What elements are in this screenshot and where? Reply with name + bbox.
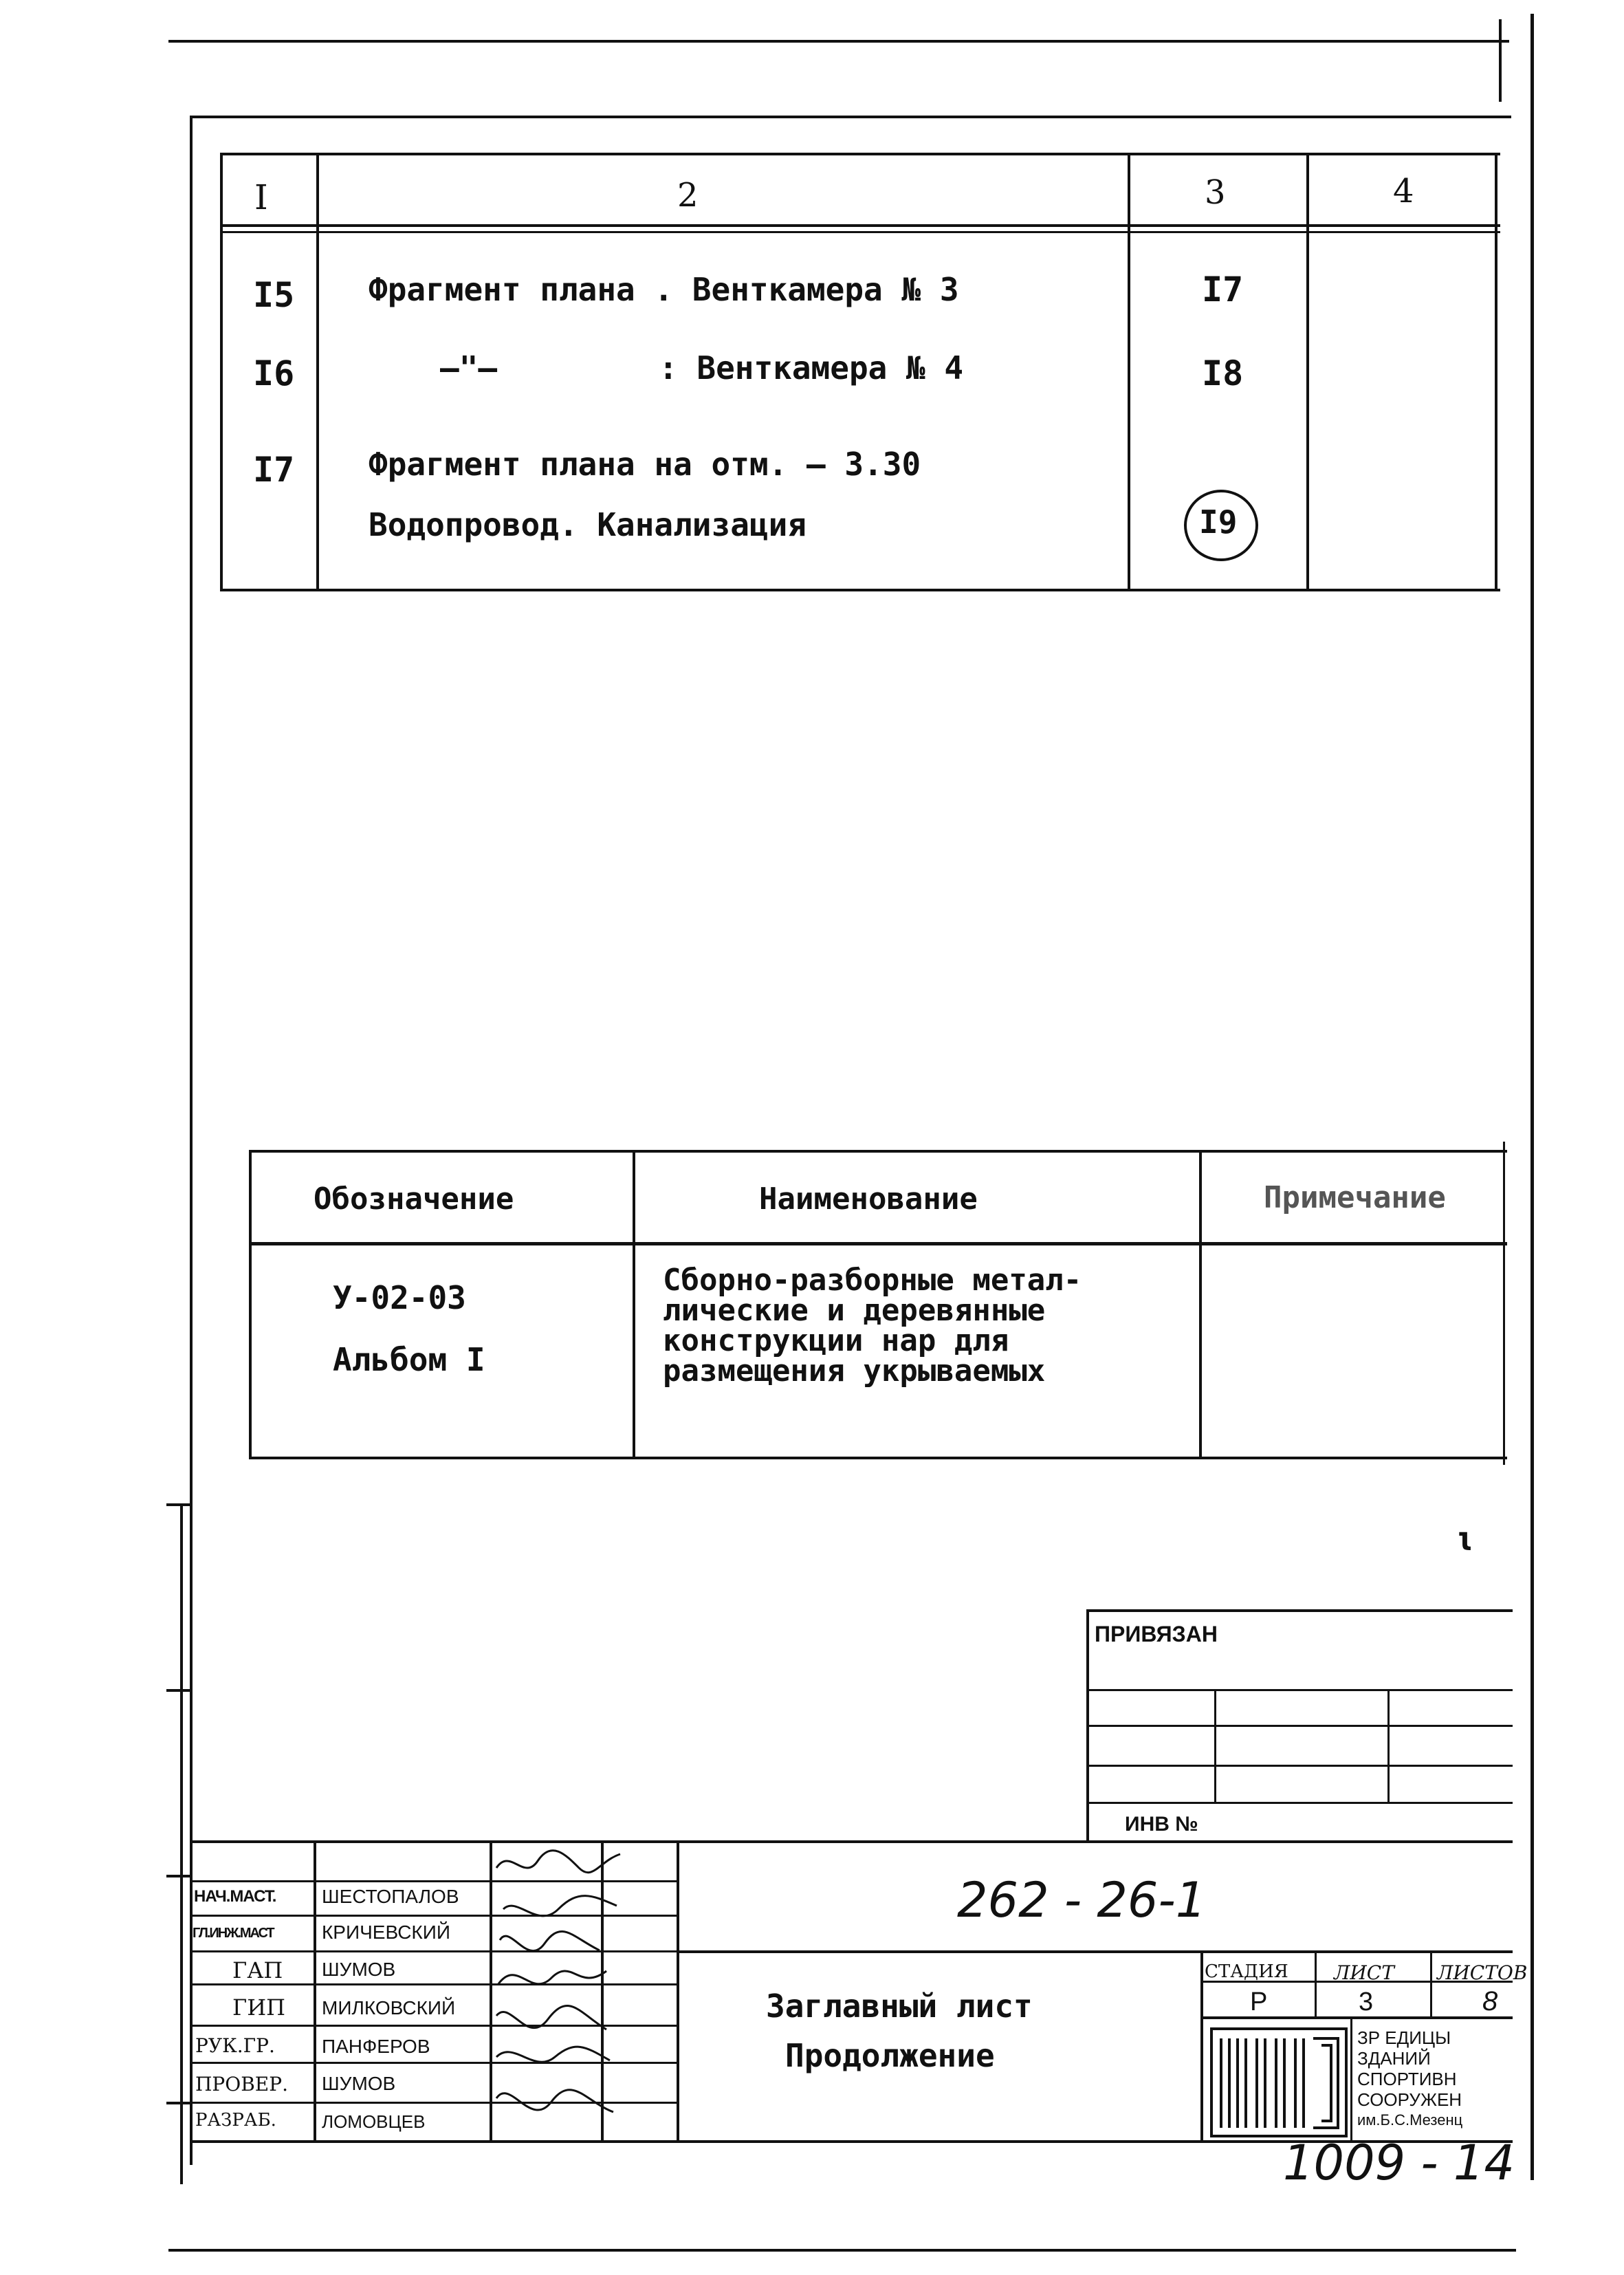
signatures — [490, 1840, 627, 2143]
col-header-2: 2 — [677, 176, 699, 215]
binding-row-1 — [1086, 1689, 1513, 1691]
row-sheet-ref: I8 — [1202, 353, 1244, 393]
margin-mark-3 — [166, 1875, 190, 1877]
archive-number: 1009 - 14 — [1283, 2135, 1515, 2191]
row-name: Фрагмент плана на отм. – 3.30 — [369, 446, 921, 483]
staff-name: ШУМОВ — [322, 1959, 396, 1980]
row-number: I5 — [253, 275, 295, 315]
staff-name: КРИЧЕВСКИЙ — [322, 1922, 450, 1943]
tb-sheet-rule — [1200, 2016, 1513, 2019]
row-name: : Венткамера № 4 — [659, 349, 964, 387]
margin-bracket — [180, 1503, 183, 2184]
sheet-value: 3 — [1359, 1988, 1374, 2016]
ref-code: У-02-03 — [333, 1279, 466, 1316]
row-sheet-ref: I9 — [1199, 503, 1238, 541]
col-header-3: 3 — [1205, 173, 1226, 212]
frame-top-right-stub — [1499, 19, 1502, 102]
frame-left-line — [190, 116, 193, 2165]
ref-header-code: Обозначение — [314, 1182, 514, 1217]
ref-album: Альбом I — [333, 1341, 485, 1378]
document-code: 262 - 26-1 — [957, 1872, 1207, 1928]
margin-mark-2 — [166, 1689, 190, 1692]
tb-top — [191, 1840, 1513, 1843]
stage-label: СТАДИЯ — [1205, 1961, 1288, 1982]
ref-header-name: Наименование — [759, 1182, 978, 1217]
tb-col-d — [677, 1840, 679, 2143]
ref-name-line: Сборно-разборные метал- — [663, 1263, 1082, 1298]
staff-name: МИЛКОВСКИЙ — [322, 1997, 456, 2018]
staff-role: РАЗРАБ. — [195, 2110, 276, 2131]
row-number: I6 — [253, 353, 295, 393]
frame-right-line — [1530, 14, 1534, 2180]
ref-header-note: Примечание — [1264, 1180, 1446, 1215]
sheets-label: ЛИСТОВ — [1437, 1961, 1528, 1984]
ref-table-top — [249, 1150, 1507, 1153]
org-name-line: СООРУЖЕН — [1357, 2089, 1462, 2110]
stray-mark: ι — [1455, 1520, 1475, 1558]
staff-name: ШЕСТОПАЛОВ — [322, 1886, 459, 1907]
staff-role: НАЧ.МАСТ. — [194, 1887, 276, 1906]
table-col-line-0 — [220, 153, 223, 591]
ref-name-line: размещения укрываемых — [663, 1353, 1046, 1389]
org-name-line: им.Б.С.Мезенц — [1357, 2111, 1463, 2129]
tb-col-g — [1430, 1950, 1432, 2019]
staff-name: ЛОМОВЦЕВ — [322, 2111, 426, 2132]
table-col-line-2 — [1128, 153, 1130, 591]
table-col-line-1 — [316, 153, 319, 591]
staff-role: ГЛ.ИНЖ.МАСТ — [193, 1926, 274, 1941]
staff-role: РУК.ГР. — [195, 2034, 275, 2057]
col-header-4: 4 — [1393, 172, 1414, 210]
row-name-line2: Водопровод. Канализация — [369, 506, 806, 543]
binding-col-2 — [1387, 1689, 1390, 1803]
organization-logo — [1207, 2025, 1352, 2142]
ref-col-line-2 — [1199, 1150, 1202, 1459]
ref-col-line-0 — [249, 1150, 252, 1459]
binding-title: ПРИВЯЗАН — [1095, 1622, 1218, 1646]
row-sheet-ref: I7 — [1202, 270, 1244, 309]
col-header-1: I — [254, 177, 268, 217]
ref-table-header-rule — [249, 1242, 1507, 1245]
stage-value: Р — [1250, 1988, 1268, 2016]
frame-top-line — [191, 116, 1511, 118]
org-name-line: ЗР ЕДИЦЫ — [1357, 2027, 1451, 2048]
ref-name-line: лические и деревянные — [663, 1293, 1046, 1328]
sheet-title: Заглавный лист — [766, 1988, 1033, 2025]
tb-col-e — [1200, 1950, 1203, 2143]
sheet-bottom-line — [168, 2249, 1516, 2252]
binding-row-3 — [1086, 1765, 1513, 1767]
row-number: I7 — [253, 450, 295, 490]
staff-name: ШУМОВ — [322, 2073, 396, 2094]
tb-col-f — [1315, 1950, 1317, 2019]
sheets-value: 8 — [1482, 1986, 1498, 2016]
org-name-line: СПОРТИВН — [1357, 2069, 1457, 2089]
staff-role: ГАП — [232, 1957, 283, 1983]
ref-table-bottom — [249, 1457, 1507, 1459]
tb-col-a — [314, 1840, 316, 2143]
ref-col-line-1 — [633, 1150, 635, 1459]
sheet-label: ЛИСТ — [1334, 1961, 1394, 1984]
row-name-ditto: –"– — [440, 349, 498, 387]
margin-mark-4 — [166, 2102, 190, 2104]
staff-role: ГИП — [232, 1994, 285, 2021]
staff-name: ПАНФЕРОВ — [322, 2036, 430, 2057]
sheet-subtitle: Продолжение — [785, 2037, 995, 2074]
tb-code-rule — [678, 1950, 1513, 1953]
org-name-line: ЗДАНИЙ — [1357, 2048, 1431, 2069]
row-name: Фрагмент плана . Венткамера № 3 — [369, 271, 959, 308]
ref-name-line: конструкции нар для — [663, 1323, 1009, 1358]
binding-top — [1086, 1609, 1513, 1612]
ref-col-line-3 — [1503, 1142, 1505, 1465]
binding-row-2 — [1086, 1725, 1513, 1727]
staff-role: ПРОВЕР. — [195, 2073, 288, 2096]
inventory-label: ИНВ № — [1125, 1813, 1198, 1836]
binding-col-1 — [1214, 1689, 1216, 1803]
table-col-line-4 — [1495, 153, 1497, 591]
table-col-line-3 — [1306, 153, 1309, 591]
binding-row-4 — [1086, 1802, 1513, 1804]
sheet-top-line — [168, 40, 1509, 43]
margin-mark-1 — [166, 1503, 190, 1506]
